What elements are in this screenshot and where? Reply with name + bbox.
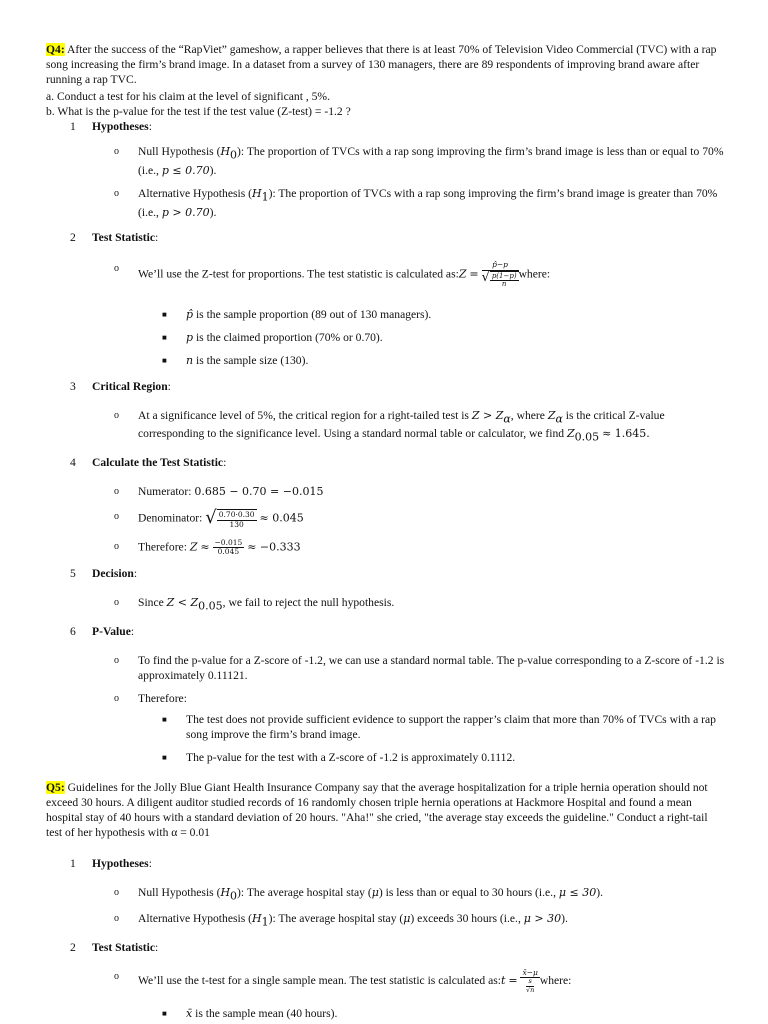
q4-critical-region-text: o At a significance level of 5%, the critical region for a right-tailed test is $Z > Z_\alpha$, where $Z_\alpha$ is the critical Z-value corresponding to the significance level. Using a standard normal table or calculator, we find $Z_{0.05} \approx 1.645$.: [114, 408, 665, 444]
circle-bullet-icon: o: [114, 655, 119, 667]
q4-step-calculate: 4 Calculate the Test Statistic:: [70, 456, 227, 470]
square-bullet-icon: ■: [162, 356, 167, 366]
circle-bullet-icon: o: [114, 540, 119, 552]
q4-step-test-statistic: 2 Test Statistic:: [70, 231, 159, 245]
circle-bullet-icon: o: [114, 511, 119, 523]
q4-therefore: o Therefore:: [114, 692, 187, 706]
circle-bullet-icon: o: [114, 146, 119, 158]
q4-test-statistic-formula: o We’ll use the Z-test for proportions. The test statistic is calculated as:Z = p̂−p √ $\frac{p(1-p)}{n}$ where:: [114, 260, 551, 289]
circle-bullet-icon: o: [114, 693, 119, 705]
q4-def-phat: ■ p̂ is the sample proportion (89 out of 130 managers).: [162, 307, 432, 321]
q5-intro: Q5: Guidelines for the Jolly Blue Giant Health Insurance Company say that the average hospitalization for a triple hernia operation should not exceed 30 hours. A diligent auditor studied records of 16 randomly chosen triple hernia operations at Hackmore Hospital and found a mean hospital stay of 40 hours with a standard deviation of 20 hours. "Aha!" she cried, "the average stay exceeds the guideline." Conduct a right-tail test of her hypothesis with α = 0.01: [46, 780, 708, 839]
circle-bullet-icon: o: [114, 597, 119, 609]
q4-part-a: a. Conduct a test for his claim at the level of significant , 5%.: [46, 90, 330, 104]
document-page: [46, 42, 726, 1021]
q4-intro: Q4: After the success of the “RapViet” gameshow, a rapper believes that there is at least 70% of Television Video Commercial (TVC) with a rap song increasing the firm’s brand image. In a dataset from a survey of 130 managers, there are 89 respondents of improving brand aware after running a rap TVC.: [46, 43, 717, 87]
q5-label: Q5:: [46, 780, 65, 794]
q5-step-hypotheses: 1 Hypotheses:: [70, 856, 152, 870]
circle-bullet-icon: o: [114, 188, 119, 200]
q4-z-result: o Therefore: Z ≈ $\frac{-0.015}{0.045}$ ≈ −0.333: [114, 537, 301, 557]
q5-step-test-statistic: 2 Test Statistic:: [70, 941, 159, 955]
circle-bullet-icon: o: [114, 263, 119, 275]
q4-numerator: o Numerator: 0.685 − 0.70 = −0.015: [114, 485, 324, 499]
q4-step-hypotheses: 1 Hypotheses:: [70, 120, 152, 134]
q4-null-hypothesis: o Null Hypothesis $(H_0)$: The proportion of TVCs with a rap song improving the firm’s brand image is less than or equal to 70% (i.e., p ≤ 0.70).: [114, 145, 724, 177]
q4-def-n: ■ n is the sample size (130).: [162, 354, 309, 368]
q4-alt-hypothesis: o Alternative Hypothesis $(H_1)$: The proportion of TVCs with a rap song improving the firm’s brand image is greater than 70% (i.e., p > 0.70).: [114, 187, 718, 219]
circle-bullet-icon: o: [114, 913, 119, 925]
q5-alt-hypothesis: o Alternative Hypothesis $(H_1)$: The average hospital stay (μ) exceeds 30 hours (i.e., μ > 30).: [114, 912, 568, 929]
circle-bullet-icon: o: [114, 409, 119, 421]
circle-bullet-icon: o: [114, 886, 119, 898]
q5-null-hypothesis: o Null Hypothesis $(H_0)$: The average hospital stay (μ) is less than or equal to 30 hours (i.e., μ ≤ 30).: [114, 885, 604, 903]
square-bullet-icon: ■: [162, 333, 167, 343]
circle-bullet-icon: o: [114, 486, 119, 498]
q5-def-xbar: ■ x̄ is the sample mean (40 hours).: [162, 1006, 338, 1020]
square-bullet-icon: ■: [162, 715, 167, 725]
circle-bullet-icon: o: [114, 971, 119, 983]
q4-p-value-text: o To find the p-value for a Z-score of -1.2, we can use a standard normal table. The p-value corresponding to a Z-score of -1.2 is approximately 0.11121.: [114, 654, 725, 683]
q4-step-decision: 5 Decision:: [70, 567, 138, 581]
square-bullet-icon: ■: [162, 309, 167, 319]
square-bullet-icon: ■: [162, 1008, 167, 1018]
q4-p-value-summary: ■ The p-value for the test with a Z-score of -1.2 is approximately 0.1112.: [162, 751, 516, 765]
q4-conclusion: ■ The test does not provide sufficient evidence to support the rapper’s claim that more than 70% of TVCs with a rap song improve the firm’s brand image.: [162, 713, 716, 742]
q4-denominator: o Denominator: √ $\frac{0.70\cdot 0.30}{130}$ ≈ 0.045: [114, 507, 304, 529]
t-formula-fraction: $\frac{x̄-\mu}{\frac{s}{√n}}$: [522, 968, 538, 994]
square-bullet-icon: ■: [162, 753, 167, 763]
q4-part-b: b. What is the p-value for the test if the test value (Z-test) = -1.2 ?: [46, 105, 351, 119]
q4-label: Q4:: [46, 43, 65, 56]
q4-decision-text: o Since $Z < Z_{0.05}$, we fail to reject the null hypothesis.: [114, 596, 395, 613]
q4-step-critical-region: 3 Critical Region:: [70, 379, 171, 393]
q4-def-p: ■ p is the claimed proportion (70% or 0.70).: [162, 331, 383, 345]
q5-test-statistic-formula: o We’ll use the t-test for a single sample mean. The test statistic is calculated as:t = $\frac{x̄-\mu}{\frac{s}{√n}}$ where:: [114, 968, 572, 994]
z-formula-fraction: p̂−p √ $\frac{p(1-p)}{n}$: [481, 260, 517, 289]
q4-step-p-value: 6 P-Value:: [70, 625, 135, 639]
